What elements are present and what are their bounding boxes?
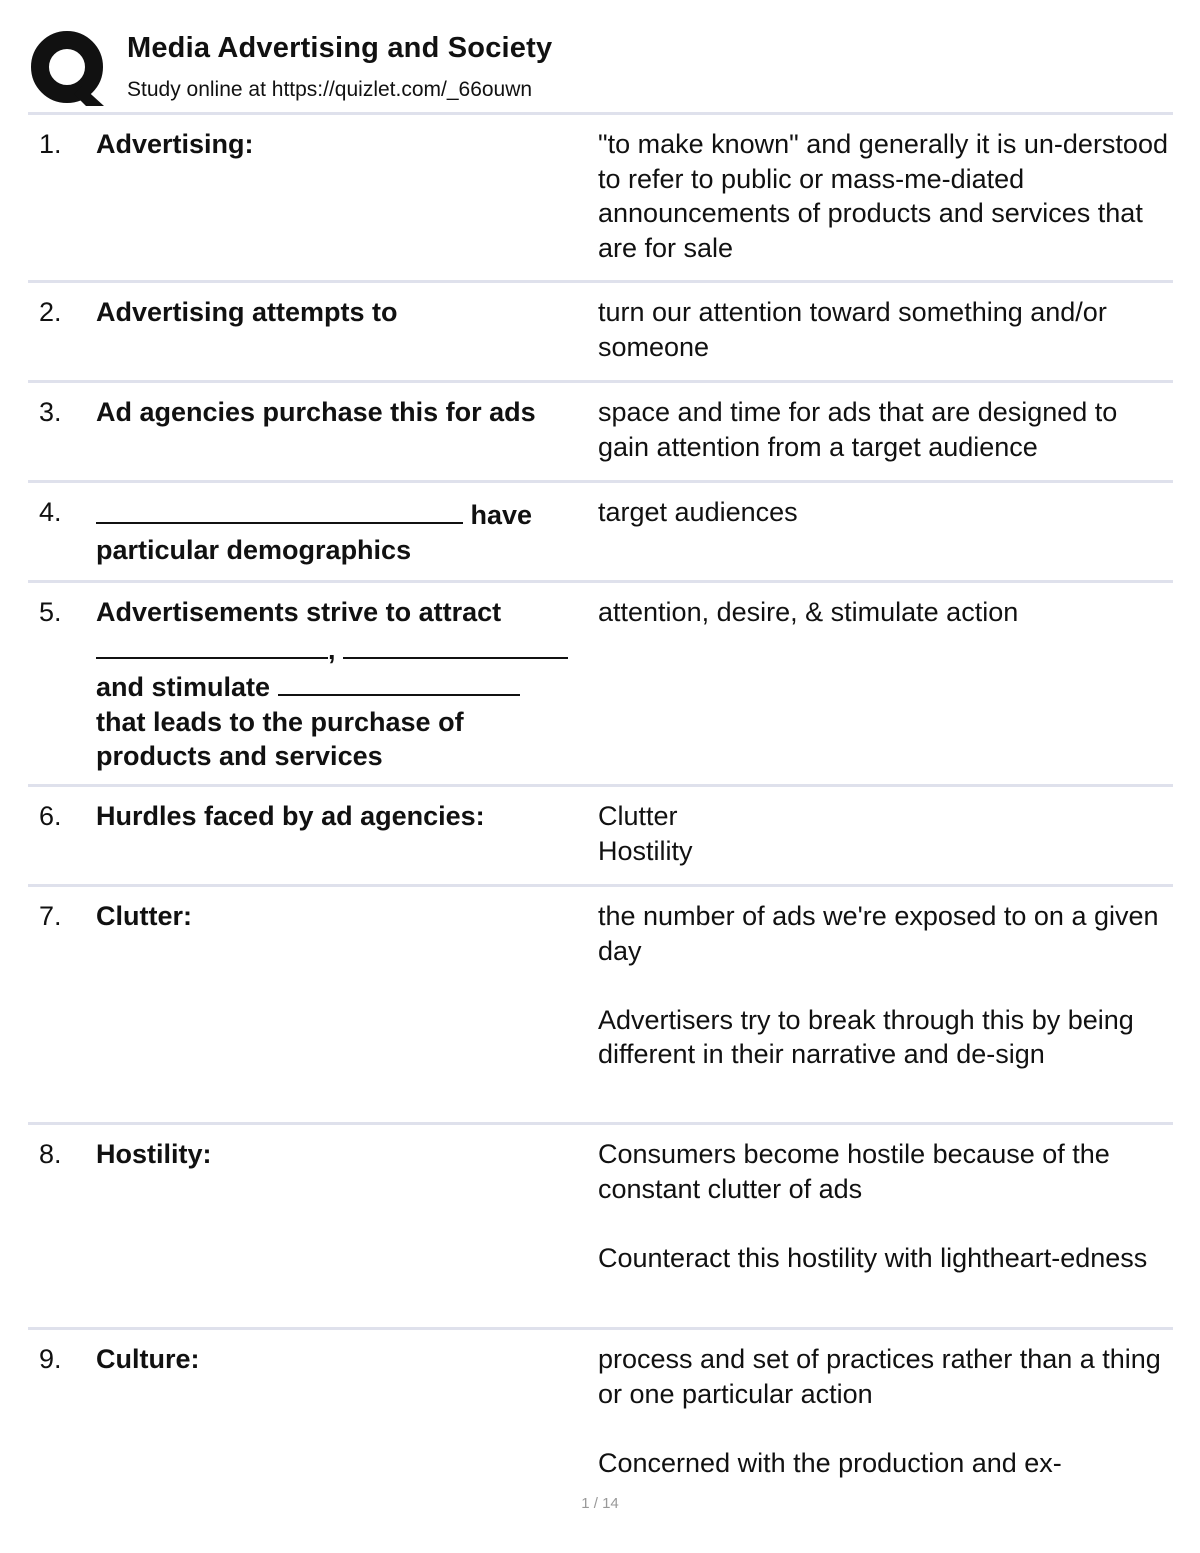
- card-number: 6.: [39, 801, 62, 831]
- page-indicator: 1 / 14: [581, 1495, 619, 1512]
- card-term: Clutter:: [96, 901, 192, 931]
- definition-paragraph: process and set of practices rather than a thing or one particular action: [598, 1344, 1161, 1409]
- term-fragment: have: [470, 500, 533, 530]
- card-number: 5.: [39, 597, 62, 627]
- quizlet-q-logo-icon: [30, 30, 108, 108]
- flashcard-6: [28, 787, 1173, 887]
- card-number: 9.: [39, 1344, 62, 1374]
- card-term: [96, 495, 576, 567]
- flashcard-9: [28, 1330, 1173, 1490]
- card-definition: [598, 595, 1173, 630]
- definition-paragraph: Advertisers try to break through this by being different in their narrative and de-sign: [598, 1004, 1134, 1069]
- card-definition: [598, 495, 1173, 530]
- card-term: Advertising attempts to: [96, 297, 398, 327]
- card-term: Hurdles faced by ad agencies:: [96, 801, 485, 831]
- term-fragment: Advertisements strive to attract: [96, 597, 502, 627]
- page-header: [30, 28, 1172, 112]
- flashcard-2: [28, 283, 1173, 383]
- term-fragment: particular demographics: [96, 534, 412, 565]
- card-definition: [598, 899, 1173, 1072]
- card-number: 7.: [39, 901, 62, 931]
- card-number: 3.: [39, 397, 62, 427]
- card-number: 8.: [39, 1139, 62, 1169]
- study-online-link[interactable]: Study online at https://quizlet.com/_66ouwn: [127, 78, 533, 101]
- flashcard-1: [28, 115, 1173, 283]
- card-definition: [598, 127, 1173, 265]
- card-number: 1.: [39, 129, 62, 159]
- term-fragment: ,: [328, 634, 336, 665]
- card-term: Hostility:: [96, 1139, 212, 1169]
- definition-line: space and time for ads that are designed to gain attention from a target audience: [598, 397, 1118, 462]
- card-term: [96, 595, 576, 774]
- definition-line: Clutter: [598, 801, 678, 831]
- flashcard-list: [28, 115, 1173, 1490]
- card-definition: [598, 1342, 1173, 1480]
- definition-paragraph: Consumers become hostile because of the constant clutter of ads: [598, 1139, 1110, 1204]
- card-definition: [598, 799, 1173, 868]
- definition-line: Hostility: [598, 835, 693, 866]
- card-number: 4.: [39, 497, 62, 527]
- card-definition: [598, 395, 1173, 464]
- card-term: Ad agencies purchase this for ads: [96, 397, 536, 427]
- definition-paragraph: Concerned with the production and ex-: [598, 1447, 1062, 1478]
- fill-in-blank: [278, 667, 520, 696]
- definition-line: attention, desire, & stimulate action: [598, 597, 1019, 627]
- card-number: 2.: [39, 297, 62, 327]
- definition-paragraph: Counteract this hostility with lightheart-edness: [598, 1242, 1148, 1273]
- flashcard-4: [28, 483, 1173, 583]
- definition-line: turn our attention toward something and/or someone: [598, 297, 1107, 362]
- fill-in-blank: [343, 630, 568, 659]
- card-definition: [598, 295, 1173, 364]
- flashcard-8: [28, 1125, 1173, 1330]
- term-fragment: that leads to the purchase of products and services: [96, 706, 464, 771]
- card-definition: [598, 1137, 1173, 1275]
- set-title: Media Advertising and Society: [127, 32, 553, 64]
- definition-line: target audiences: [598, 497, 798, 527]
- definition-line: "to make known" and generally it is un-derstood to refer to public or mass-me-diated announcements of products and services that are for sale: [598, 129, 1168, 263]
- term-fragment: and stimulate: [96, 672, 271, 702]
- flashcard-7: [28, 887, 1173, 1125]
- fill-in-blank: [96, 630, 328, 659]
- flashcard-3: [28, 383, 1173, 483]
- definition-paragraph: the number of ads we're exposed to on a given day: [598, 901, 1159, 966]
- fill-in-blank: [96, 495, 463, 524]
- card-term: Culture:: [96, 1344, 200, 1374]
- flashcard-5: [28, 583, 1173, 787]
- card-term: Advertising:: [96, 129, 254, 159]
